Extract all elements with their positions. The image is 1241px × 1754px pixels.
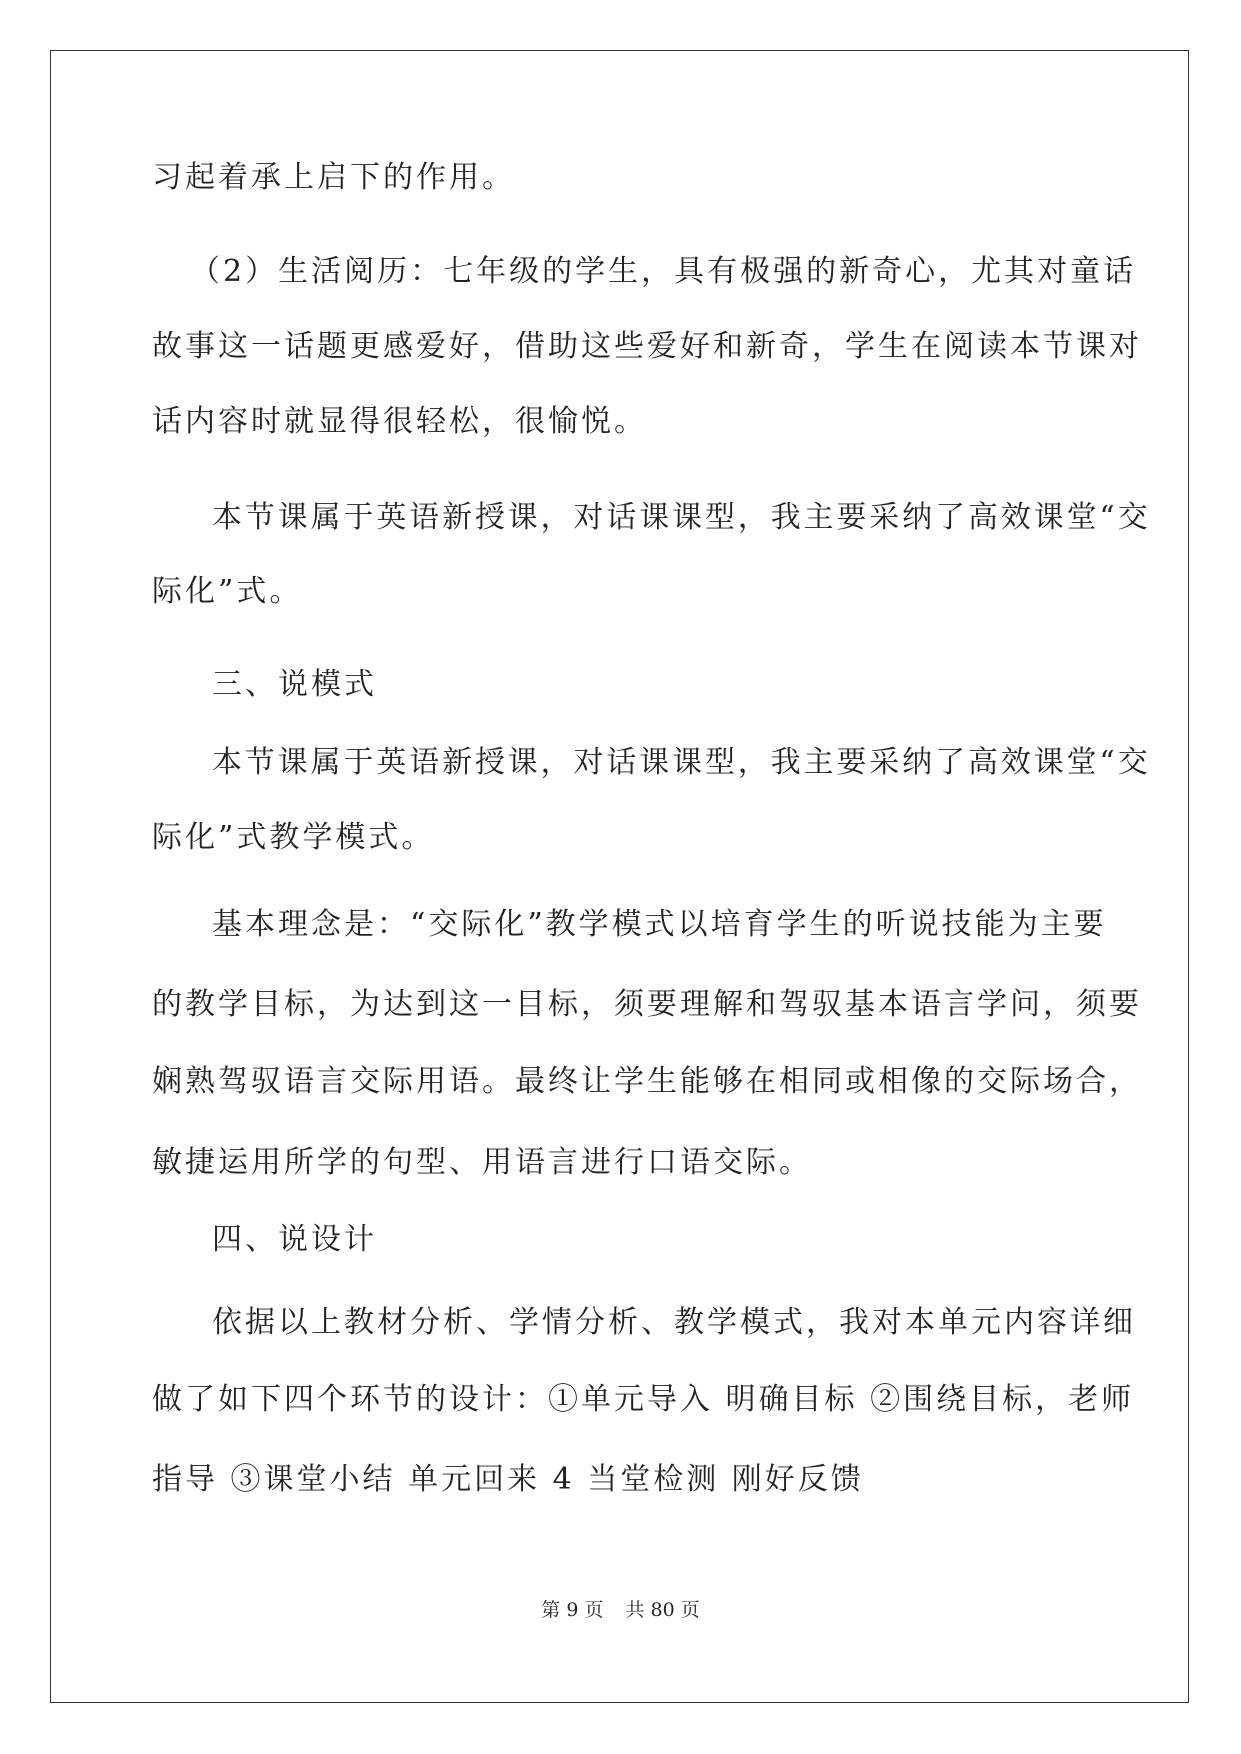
page-footer <box>0 1598 1241 1622</box>
text-line: 娴熟驾驭语言交际用语。最终让学生能够在相同或相像的交际场合， <box>152 1064 1142 1099</box>
section-heading: 四、说设计 <box>212 1222 377 1257</box>
page-number: 第 9 页 <box>541 1599 604 1621</box>
text-line: 本节课属于英语新授课，对话课课型，我主要采纳了高效课堂“交 <box>212 500 1151 535</box>
text-line: 依据以上教材分析、学情分析、教学模式，我对本单元内容详细 <box>212 1305 1136 1340</box>
text-line: 指导 ③课堂小结 单元回来 4 当堂检测 刚好反馈 <box>152 1462 864 1497</box>
text-line: 际化”式。 <box>152 574 303 609</box>
text-line: （2）生活阅历：七年级的学生，具有极强的新奇心，尤其对童话 <box>190 254 1137 289</box>
text-line: 话内容时就显得很轻松，很愉悦。 <box>152 404 647 439</box>
text-line: 基本理念是：“交际化”教学模式以培育学生的听说技能为主要 <box>212 907 1107 942</box>
page-border <box>50 50 1189 1703</box>
total-pages: 共 80 页 <box>625 1599 700 1621</box>
text-line: 敏捷运用所学的句型、用语言进行口语交际。 <box>152 1145 812 1180</box>
section-heading: 三、说模式 <box>212 667 377 702</box>
text-line: 本节课属于英语新授课，对话课课型，我主要采纳了高效课堂“交 <box>212 745 1151 780</box>
text-line: 习起着承上启下的作用。 <box>152 160 515 195</box>
text-line: 故事这一话题更感爱好，借助这些爱好和新奇，学生在阅读本节课对 <box>152 329 1142 364</box>
text-line: 做了如下四个环节的设计：①单元导入 明确目标 ②围绕目标，老师 <box>152 1382 1135 1417</box>
text-line: 的教学目标，为达到这一目标，须要理解和驾驭基本语言学问，须要 <box>152 987 1142 1022</box>
text-line: 际化”式教学模式。 <box>152 820 435 855</box>
